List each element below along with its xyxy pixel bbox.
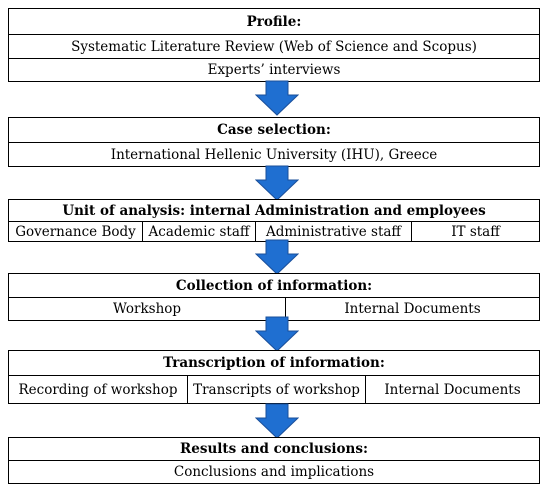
flow-arrow-down-icon — [255, 403, 299, 439]
stage-results-and-conclusions — [8, 437, 540, 484]
stage-item: Internal Documents — [365, 376, 539, 403]
stage-item: Conclusions and implications — [173, 464, 375, 480]
stage-collection-of-information — [8, 273, 540, 321]
stage-item: Administrative staff — [255, 222, 411, 241]
stage-profile — [8, 8, 540, 82]
stage-case-selection — [8, 117, 540, 167]
stage-item: Recording of workshop — [18, 381, 178, 398]
stage-item: IT staff — [411, 222, 539, 241]
arrow-shape — [256, 240, 298, 274]
stage-item: Experts’ interviews — [207, 62, 341, 78]
stage-item: Governance Body — [15, 223, 136, 240]
stage-item: Internal Documents — [285, 298, 539, 320]
stage-item: Systematic Literature Review (Web of Science and Scopus) — [71, 38, 477, 55]
stage-title: Transcription of information: — [163, 355, 385, 371]
stage-item: Transcripts of workshop — [187, 376, 365, 403]
stage-title: Results and conclusions: — [180, 441, 368, 457]
flow-arrow-down-icon — [255, 80, 299, 116]
stage-title: Profile: — [246, 13, 302, 30]
flow-arrow-down-icon — [255, 165, 299, 201]
stage-transcription-of-information — [8, 350, 540, 404]
stage-item: International Hellenic University (IHU), Greece — [110, 146, 438, 163]
flow-arrow-down-icon — [255, 316, 299, 352]
stage-unit-of-analysis — [8, 199, 540, 242]
arrow-shape — [256, 317, 298, 351]
arrow-shape — [256, 81, 298, 115]
stage-title: Case selection: — [217, 122, 331, 138]
arrow-shape — [256, 166, 298, 200]
stage-title: Collection of information: — [175, 277, 373, 294]
stage-item: Workshop — [112, 301, 182, 317]
stage-item: Academic staff — [142, 222, 255, 241]
arrow-shape — [256, 404, 298, 438]
stage-title: Unit of analysis: internal Administration and employees — [62, 202, 486, 219]
flow-arrow-down-icon — [255, 239, 299, 275]
